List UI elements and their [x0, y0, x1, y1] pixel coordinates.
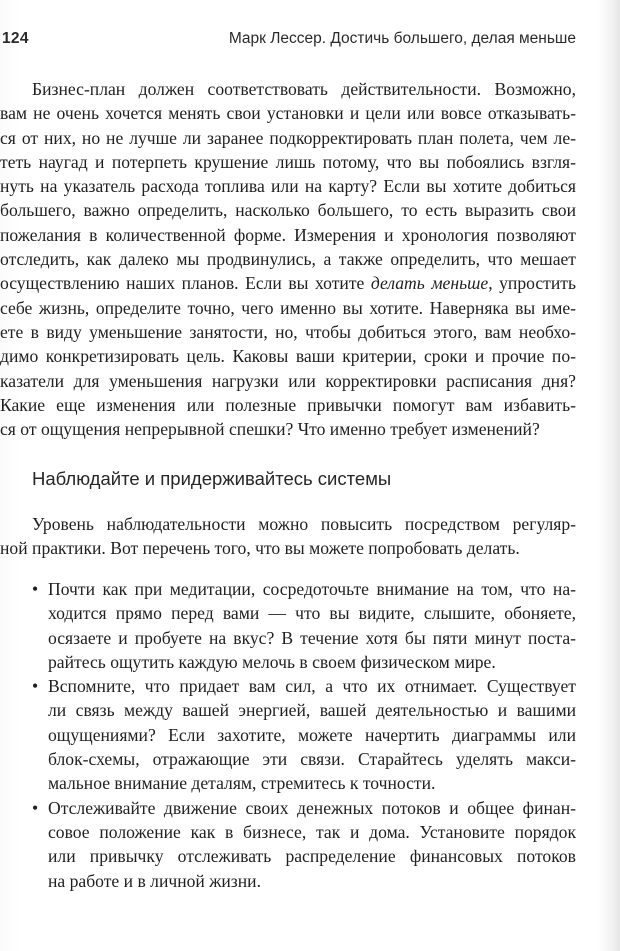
- paragraph-observation-intro: [0, 512, 576, 561]
- text-line: [0, 271, 576, 295]
- text-line: отследить, как далеко мы продвинулись, а также определить, что мешает: [0, 249, 576, 270]
- text-line: райтесь ощутить каждую мелочь в своем физическом мире.: [48, 651, 496, 672]
- list-item: [32, 796, 576, 893]
- text-line: Какие еще изменения или полезные привычки помогут вам избавить-: [0, 394, 576, 415]
- text-line: пожелания в количественной форме. Измерения и хронология позволяют: [0, 224, 576, 245]
- text-line: ся от ощущения непрерывной спешки? Что именно требует изменений?: [0, 419, 540, 440]
- text-line: Бизнес-план должен соответствовать действительности. Возможно,: [32, 79, 576, 99]
- bullet-marker: •: [32, 797, 39, 818]
- text-line: большего, важно определить, насколько большего, то есть выразить свои: [0, 200, 576, 221]
- list-item: [32, 577, 576, 674]
- text-line: Почти как при медитации, сосредоточьте внимание на том, что на-: [48, 579, 576, 599]
- text-line: ся от них, но не лучше ли заранее подкорректировать план полета, чем ле-: [0, 127, 576, 148]
- text-line: ете в виду уменьшение занятости, но, чтобы добиться этого, вам необхо-: [0, 321, 576, 342]
- text-line: на работе и в личной жизни.: [48, 870, 261, 891]
- text-run: осуществлению наших планов. Если вы хотите: [0, 273, 371, 294]
- text-line: Вспомните, что придает вам сил, а что их отнимает. Существует: [48, 676, 576, 697]
- paragraph-business-plan: [0, 77, 576, 441]
- text-line: нуть на указатель расхода топлива или на карту? Если вы хотите добиться: [0, 176, 576, 197]
- italic-phrase: делать меньше: [370, 273, 489, 294]
- text-line: ходится прямо перед вами — что вы видите, слышите, обоняете,: [48, 603, 576, 624]
- text-line: совое положение как в бизнесе, так и дома. Установите порядок: [48, 821, 576, 842]
- text-line: мальное внимание деталям, стремитесь к точности.: [48, 773, 436, 794]
- text-line: блок-схемы, отражающие эти связи. Старайтесь уделять макси-: [48, 749, 576, 770]
- text-line: вам не очень хочется менять свои установки и цели или вовсе отказывать-: [0, 103, 576, 124]
- running-title: Марк Лессер. Достичь большего, делая меньше: [228, 30, 576, 47]
- text-line: Отслеживайте движение своих денежных потоков и общее финан-: [48, 797, 576, 818]
- bullet-marker: •: [32, 579, 39, 599]
- text-line: ощущениями? Если захотите, можете начертить диаграммы или: [48, 724, 576, 745]
- bullet-list: [32, 577, 576, 893]
- text-line: осязаете и пробуете на вкус? В течение хотя бы пяти минут поста-: [48, 627, 576, 648]
- text-line: теть наугад и потерпеть крушение лишь потому, что вы побоялись взгля-: [0, 151, 576, 172]
- text-line: казатели для уменьшения нагрузки или корректировки расписания дня?: [0, 370, 576, 391]
- page-number: 124: [2, 30, 29, 47]
- text-line: себе жизнь, определите точно, чего именно вы хотите. Наверняка вы име-: [0, 297, 576, 318]
- bullet-marker: •: [32, 676, 39, 697]
- text-line: Уровень наблюдательности можно повысить посредством регуляр-: [32, 514, 576, 534]
- text-line: ли связь между вашей энергией, вашей деятельностью и вашими: [48, 700, 576, 721]
- text-line: или привычку отслеживать распределение финансовых потоков: [48, 846, 576, 867]
- section-heading: Наблюдайте и придерживайтесь системы: [32, 468, 392, 489]
- text-line: ной практики. Вот перечень того, что вы можете попробовать делать.: [0, 538, 520, 559]
- list-item: [32, 674, 576, 795]
- text-run: , упростить: [488, 273, 576, 294]
- text-line: димо конкретизировать цель. Каковы ваши критерии, сроки и прочие по-: [0, 346, 576, 367]
